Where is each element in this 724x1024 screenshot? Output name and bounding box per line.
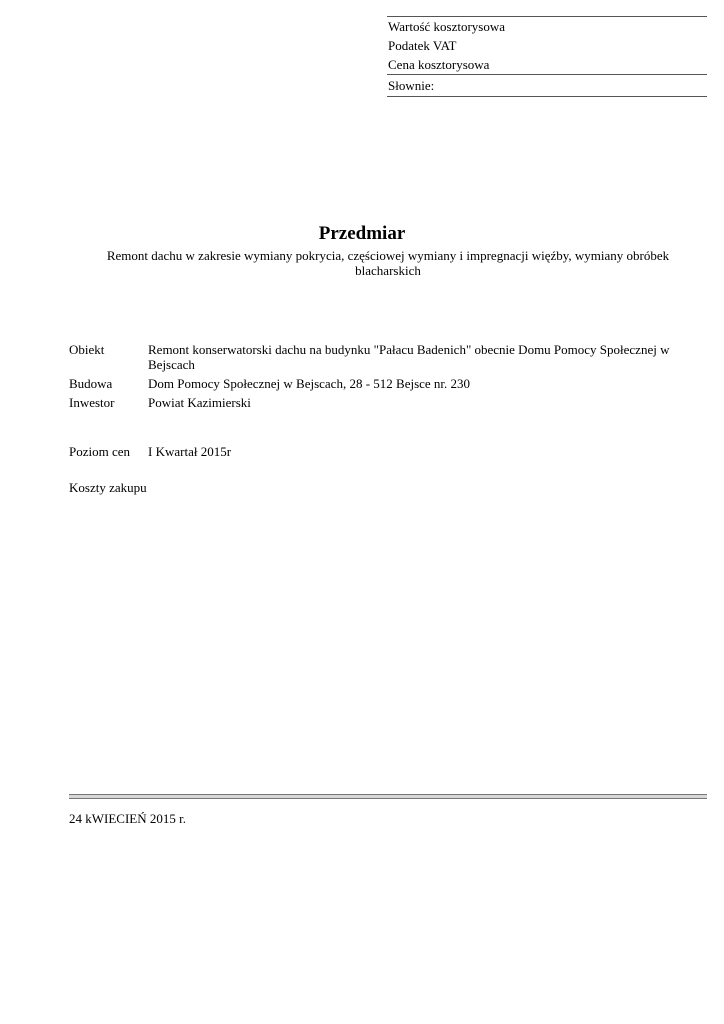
document-subtitle: Remont dachu w zakresie wymiany pokrycia, częściowej wymiany i impregnacji więźby, wymiany obróbek blacharskich — [106, 248, 670, 278]
document-title: Przedmiar — [318, 223, 406, 244]
object-value: Remont konserwatorski dachu na budynku "Pałacu Badenich" obecnie Domu Pomocy Społecznej w Bejscach — [148, 342, 670, 372]
price-level-value: I Kwartał 2015r — [148, 444, 232, 459]
estimated-price-label: Cena kosztorysowa — [388, 57, 490, 72]
price-level-section — [69, 444, 709, 463]
price-level-label: Poziom cen — [69, 444, 131, 459]
purchase-costs-label: Koszty zakupu — [69, 480, 147, 495]
estimated-value-label: Wartość kosztorysowa — [388, 19, 506, 34]
in-words-label: Słownie: — [387, 75, 707, 97]
building-row — [69, 376, 709, 391]
investor-label: Inwestor — [69, 395, 115, 410]
investor-row — [69, 395, 709, 410]
footer-date: 24 kWIECIEŃ 2015 r. — [69, 811, 186, 826]
footer-divider — [69, 794, 707, 799]
cost-summary-box — [387, 16, 707, 97]
vat-label: Podatek VAT — [388, 38, 457, 53]
price-level-row — [69, 444, 709, 459]
investor-value: Powiat Kazimierski — [148, 395, 251, 410]
building-value: Dom Pomocy Społecznej w Bejscach, 28 - 512 Bejsce nr. 230 — [148, 376, 471, 391]
project-info-table — [69, 342, 709, 414]
object-label: Obiekt — [69, 342, 105, 357]
object-row — [69, 342, 709, 372]
building-label: Budowa — [69, 376, 113, 391]
